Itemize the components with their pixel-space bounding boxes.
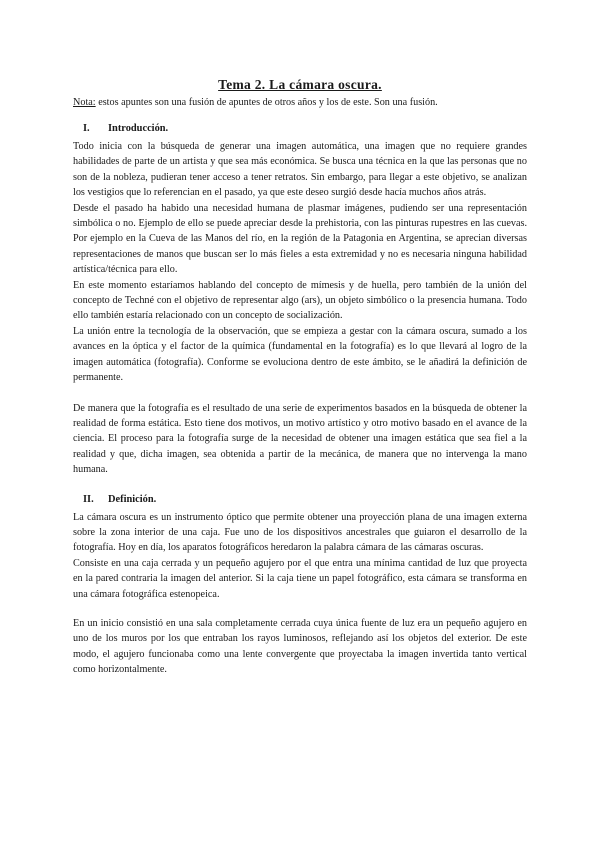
- section-heading-definicion: [73, 493, 527, 507]
- paragraph: En este momento estaríamos hablando del concepto de mímesis y de huella, pero también de la unión del concepto de Techné con el objetivo de representar algo (ars), un objeto simbólico o la presencia humana. Todo ello también estaría relacionado con un concepto de socialización.: [73, 279, 527, 322]
- paragraph: De manera que la fotografía es el resultado de una serie de experimentos basados en la búsqueda de obtener la realidad de forma estática. Esto tiene dos motivos, un motivo artístico y otro motivo basado en el avance de la ciencia. El proceso para la fotografía surge de la necesidad de obtener una imagen estática que sea fiel a la realidad y que, dicha imagen, sea obtenida a partir de la mecánica, de manera que no intervenga la mano humana.: [73, 402, 527, 476]
- note-text: estos apuntes son una fusión de apuntes de otros años y los de este. Son una fusión.: [95, 97, 438, 108]
- note-line: [73, 96, 527, 110]
- paragraph: La cámara oscura es un instrumento óptico que permite obtener una proyección plana de una imagen externa sobre la zona interior de una caja. Fue uno de los dispositivos ancestrales que guiaron el desarrollo de la fotografía. Hoy en día, los aparatos fotográficos heredaron la palabra cámara de las cámaras oscuras.: [73, 511, 527, 554]
- document-title: Tema 2. La cámara oscura.: [218, 77, 382, 92]
- section-title: Definición.: [108, 493, 157, 505]
- paragraph: Consiste en una caja cerrada y un pequeño agujero por el que entra una mínima cantidad de luz que proyecta en la pared contraria la imagen del anterior. Si la caja tiene un papel fotográfico, esta cámara se transforma en una cámara fotográfica estenopeica.: [73, 557, 527, 600]
- paragraph: Todo inicia con la búsqueda de generar una imagen automática, una imagen que no requiere grandes habilidades de parte de un artista y que sea más económica. Se busca una técnica en la que las personas que no son de la nobleza, pudieran tener acceso a tener retratos. Sin embargo, para llegar a este objetivo, se analizan los vestigios que lo referencian en el pasado, ya que este deseo surgió desde hacía muchos años atrás.: [73, 141, 527, 199]
- paragraph: En un inicio consistió en una sala completamente cerrada cuya única fuente de luz era un pequeño agujero en uno de los muros por los que entraban los rayos luminosos, reflejando así los objetos del exterior. De este modo, el agujero funcionaba como una lente convergente que proyectaba la imagen invertida tanto vertical como horizontalmente.: [73, 617, 527, 676]
- section-heading-introduccion: [73, 122, 527, 136]
- paragraph: La unión entre la tecnología de la observación, que se empieza a gestar con la cámara oscura, sumado a los avances en la óptica y el factor de la química (fundamental en la fotografía) es lo que llevará al logro de la imagen automática (fotografía). Conforme se evoluciona dentro de este ámbito, se le añadirá la definición de permanente.: [73, 325, 527, 384]
- section-title: Introducción.: [108, 123, 169, 134]
- section-number: I.: [83, 123, 90, 134]
- document-content: [73, 76, 527, 678]
- note-label: Nota:: [73, 97, 96, 108]
- section-number: II.: [83, 493, 94, 505]
- paragraph: Desde el pasado ha habido una necesidad humana de plasmar imágenes, pudiendo ser una representación simbólica o no. Ejemplo de ello se puede apreciar desde la prehistoria, con las pinturas rupestres en las cuevas. Por ejemplo en la Cueva de las Manos del río, en la región de la Patagonia en Argentina, se aprecian diversas representaciones de manos que buscan ser lo más fieles a esta extremidad y no es necesaria ninguna habilidad artística/técnica para ello.: [73, 202, 527, 276]
